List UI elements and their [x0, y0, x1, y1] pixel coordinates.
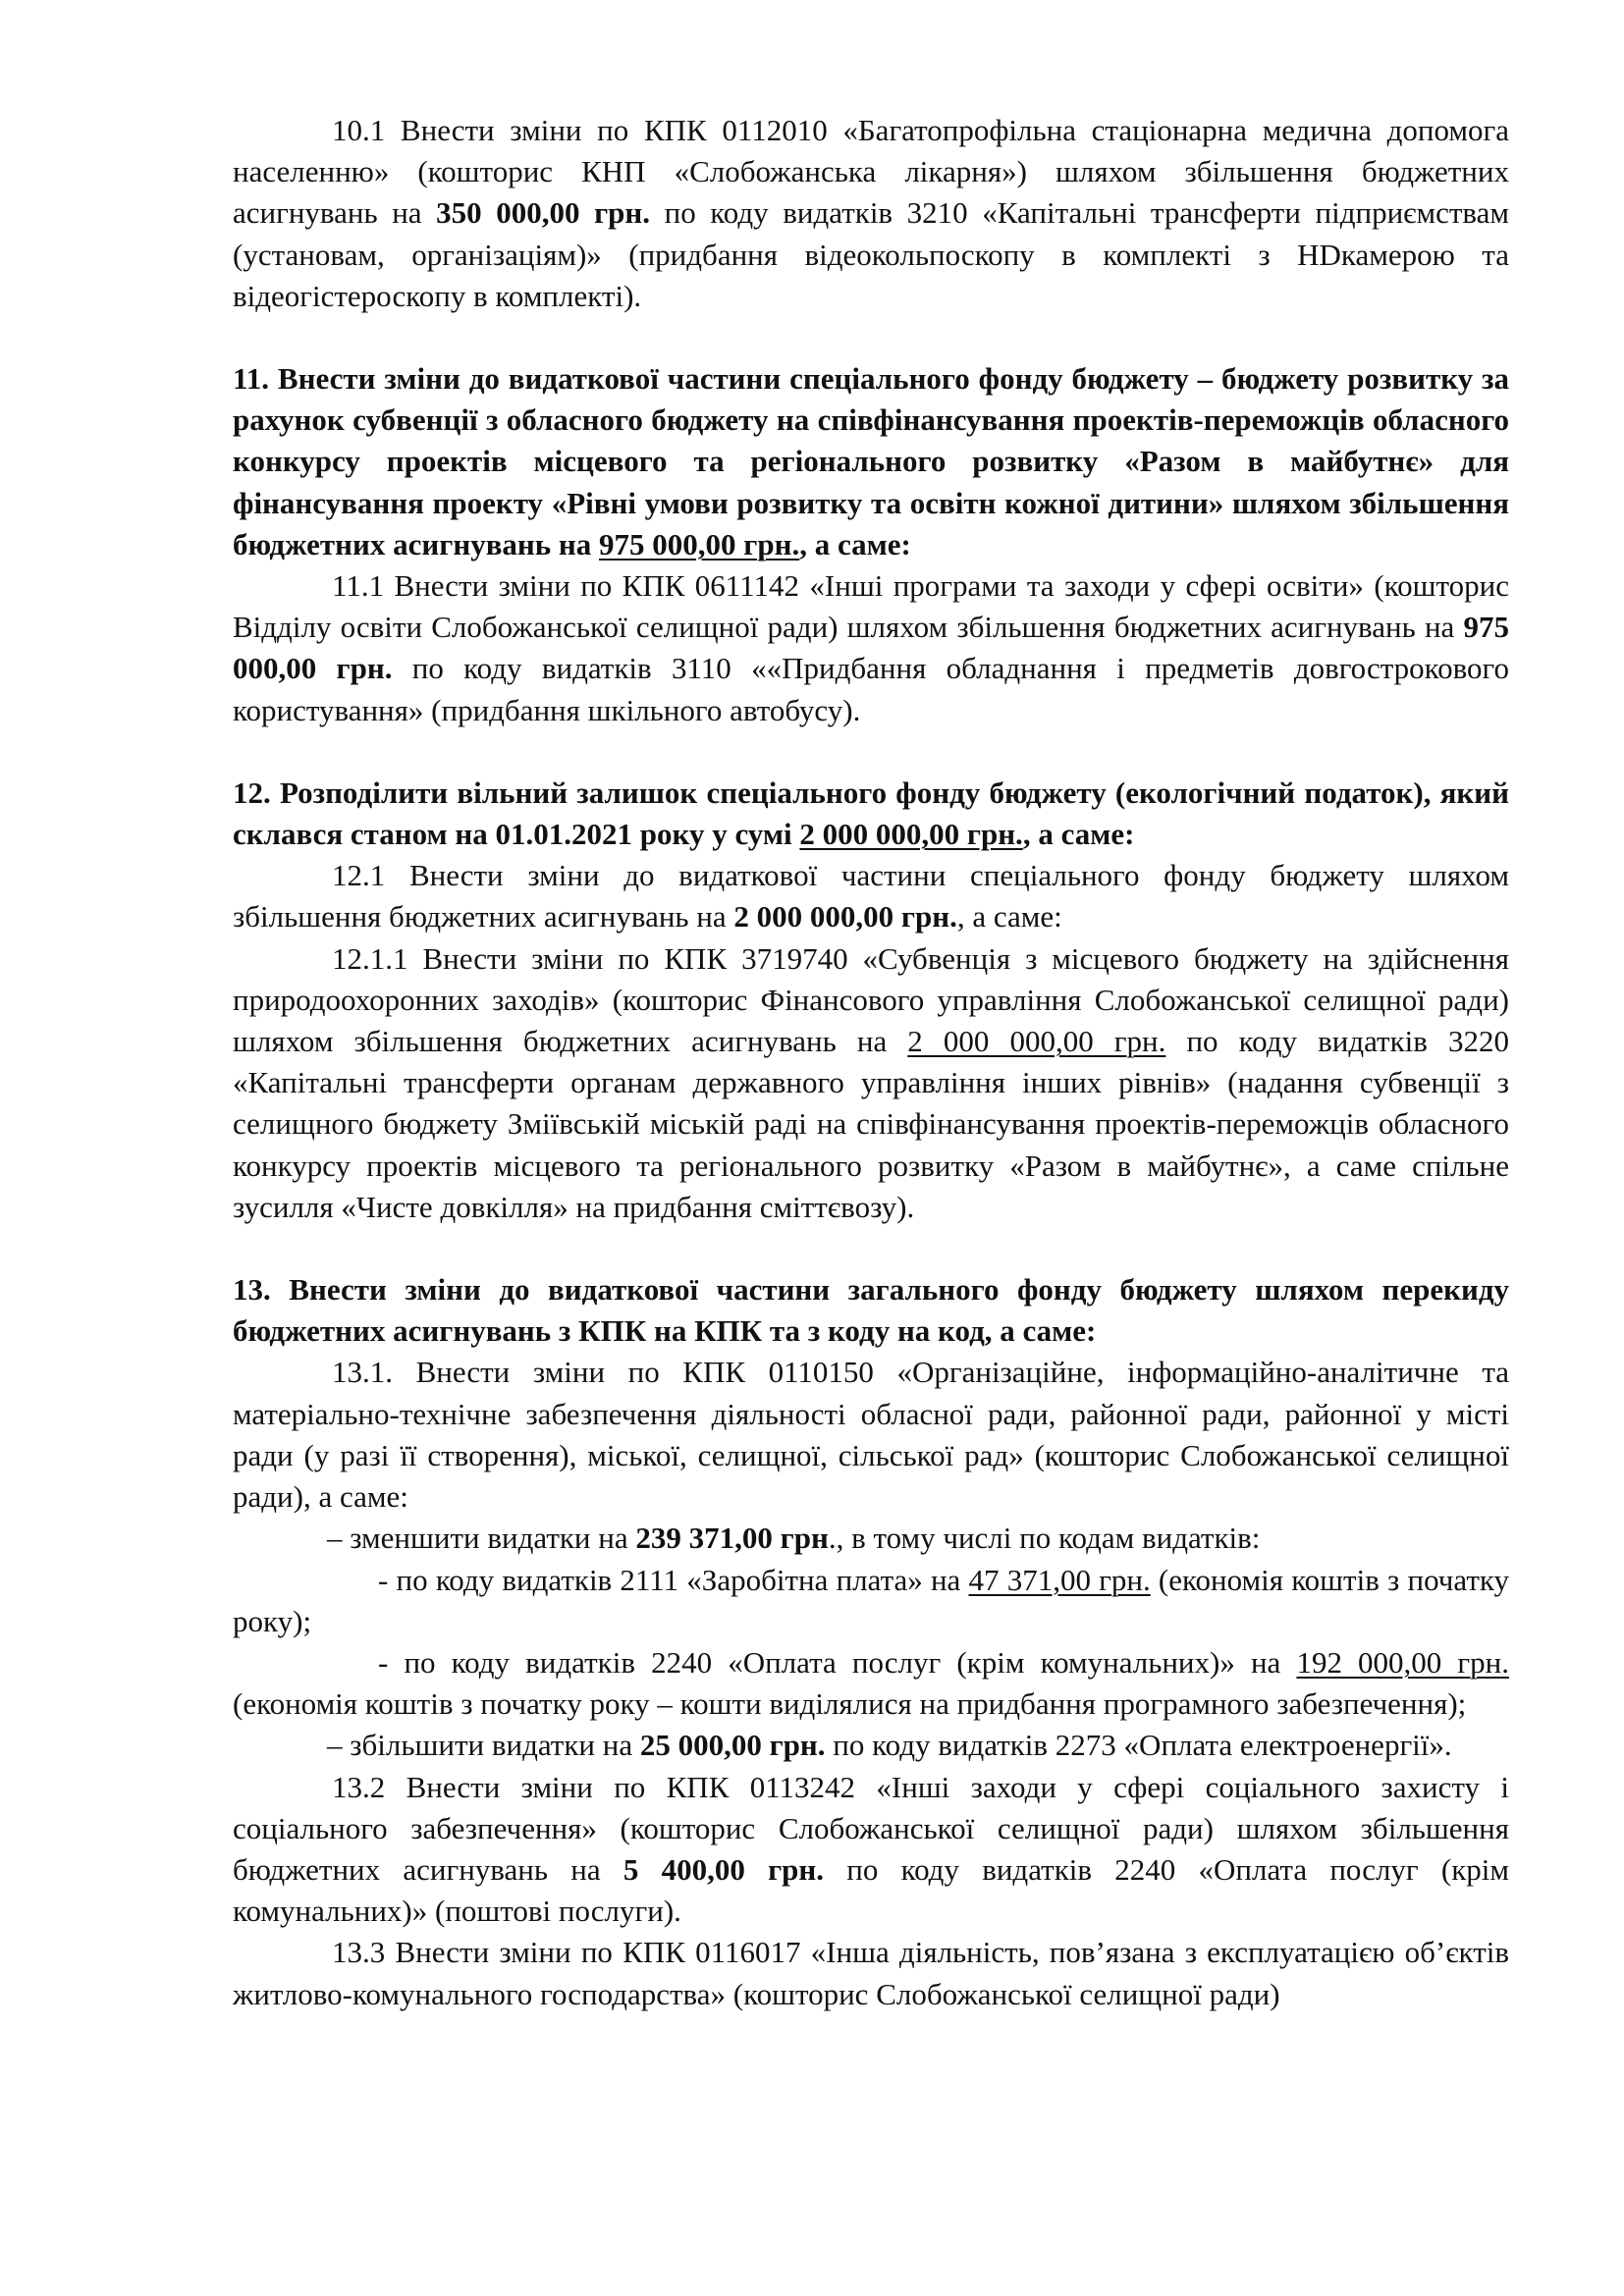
text: 12.1 Внести зміни до видаткової частини спеціального фонду бюджету шляхом збільшення бюджетних асигнувань на	[233, 858, 1509, 934]
text: 13.2 Внести зміни по КПК 0113242 «Інші заходи у сфері соціального захисту і соціального забезпечення» (кошторис Слобожанської селищної ради) шляхом збільшення бюджетних асигнувань на	[233, 1769, 1509, 1887]
text: 12. Розподілити вільний залишок спеціального фонду бюджету (екологічний податок), який склався станом на 01.01.2021 року у сумі	[233, 774, 1509, 852]
amount-underlined: 192 000,00 грн.	[1296, 1644, 1509, 1680]
amount-bold: 239 371,00 грн	[635, 1521, 829, 1556]
amount-bold: 25 000,00 грн.	[639, 1728, 826, 1763]
text: – зменшити видатки на	[327, 1521, 636, 1556]
paragraph-12-1	[233, 855, 1509, 937]
heading-11	[233, 358, 1509, 565]
text: - по коду видатків 2111 «Заробітна плата» на	[378, 1562, 969, 1597]
code-2111-line	[233, 1560, 1509, 1642]
amount-underlined: 975 000,00 грн.	[599, 526, 800, 561]
paragraph-11-1	[233, 565, 1509, 731]
document-page	[233, 110, 1509, 2015]
text: 11. Внести зміни до видаткової частини спеціального фонду бюджету – бюджету розвитку за рахунок субвенції з обласного бюджету на співфінансування проектів-переможців обласного конкурсу проектів місцевого та регіонального розвитку «Разом в майбутнє» для фінансування проекту «Рівні умови розвитку та освітн кожної дитини» шляхом збільшення бюджетних асигнувань на	[233, 361, 1509, 561]
text: 10.1 Внести зміни по КПК 0112010 «Багатопрофільна стаціонарна медична допомога населенню» (кошторис КНП «Слобожанська лікарня») шляхом збільшення бюджетних асигнувань на	[233, 113, 1509, 231]
text: , а саме:	[799, 526, 911, 561]
code-2240-line	[233, 1642, 1509, 1725]
text: по коду видатків 3220 «Капітальні трансферти органам державного управління інших рівнів» (надання субвенції з селищного бюджету Зміївській міській раді на співфінансування проектів-переможців обласного конкурсу проектів місцевого та регіонального розвитку «Разом в майбутнє», а саме спільне зусилля «Чисте довкілля» на придбання сміттєвозу).	[233, 1024, 1509, 1224]
text: , а саме:	[956, 899, 1062, 934]
paragraph-12-1-1	[233, 938, 1509, 1228]
text: – збільшити видатки на	[327, 1728, 640, 1763]
amount-underlined: 2 000 000,00 грн.	[799, 817, 1023, 852]
paragraph-13-1: 13.1. Внести зміни по КПК 0110150 «Організаційне, інформаційно-аналітичне та матеріально-технічне забезпечення діяльності обласної ради, районної ради, районної у місті ради (у разі її створення), міської, селищної, сільської рад» (кошторис Слобожанської селищної ради), а саме:	[233, 1355, 1509, 1515]
text: - по коду видатків 2240 «Оплата послуг (крім комунальних)» на	[378, 1644, 1297, 1680]
paragraph-13-3: 13.3 Внести зміни по КПК 0116017 «Інша діяльність, пов’язана з експлуатацією об’єктів житлово-комунального господарства» (кошторис Слобожанської селищної ради)	[233, 1935, 1509, 2011]
text: по коду видатків 2273 «Оплата електроенергії».	[825, 1728, 1452, 1763]
text: 11.1 Внести зміни по КПК 0611142 «Інші програми та заходи у сфері освіти» (кошторис Відділу освіти Слобожанської селищної ради) шляхом збільшення бюджетних асигнувань на	[233, 568, 1509, 645]
heading-13: 13. Внести зміни до видаткової частини загального фонду бюджету шляхом перекиду бюджетних асигнувань з КПК на КПК та з коду на код, а саме:	[233, 1272, 1509, 1349]
paragraph-10-1	[233, 110, 1509, 317]
heading-12	[233, 773, 1509, 855]
amount-bold: 5 400,00 грн.	[623, 1851, 825, 1887]
text: , а саме:	[1022, 817, 1135, 852]
text: (економія коштів з початку року – кошти виділялися на придбання програмного забезпечення);	[233, 1686, 1467, 1722]
text: ., в тому числі по кодам видатків:	[828, 1521, 1261, 1556]
text: 12.1.1 Внести зміни по КПК 3719740 «Субвенція з місцевого бюджету на здійснення природоохоронних заходів» (кошторис Фінансового управління Слобожанської селищної ради) шляхом збільшення бюджетних асигнувань на	[233, 940, 1509, 1059]
paragraph-13-2	[233, 1767, 1509, 1933]
text: по коду видатків 2240 «Оплата послуг (крім комунальних)» (поштові послуги).	[233, 1851, 1509, 1929]
text: (економія коштів з початку року);	[233, 1562, 1509, 1638]
amount-underlined: 2 000 000,00 грн.	[907, 1024, 1166, 1059]
reduce-expenses-line	[233, 1518, 1509, 1559]
amount-bold: 2 000 000,00 грн.	[733, 899, 957, 934]
amount-underlined: 47 371,00 грн.	[968, 1562, 1151, 1597]
text: по коду видатків 3110 ««Придбання обладнання і предметів довгострокового користування» (придбання шкільного автобусу).	[233, 651, 1509, 727]
amount-bold: 975 000,00 грн.	[233, 610, 1509, 686]
text: по коду видатків 3210 «Капітальні трансферти підприємствам (установам, організаціям)» (придбання відеокольпоскопу в комплекті з HDкамерою та відеогістероскопу в комплекті).	[233, 195, 1509, 313]
increase-expenses-line	[233, 1725, 1509, 1766]
amount-bold: 350 000,00 грн.	[436, 195, 651, 231]
